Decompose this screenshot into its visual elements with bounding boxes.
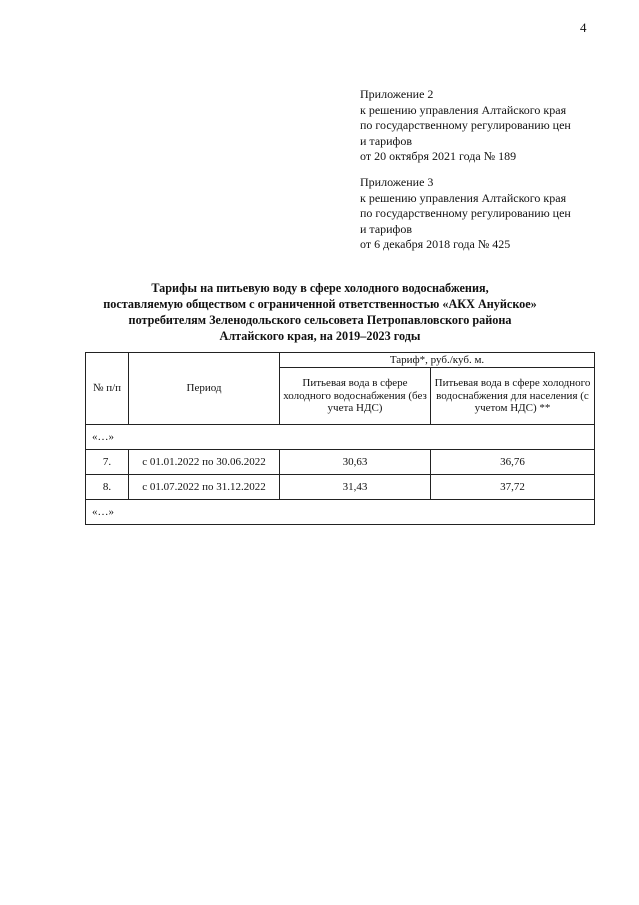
tariff-table <box>85 352 595 525</box>
appendix-3-header <box>360 175 571 253</box>
appendix-3-line: от 6 декабря 2018 года № 425 <box>360 237 511 251</box>
title-line: потребителям Зеленодольского сельсовета Петропавловского района <box>128 313 512 327</box>
table-row <box>86 475 595 500</box>
appendix-2-line: от 20 октября 2021 года № 189 <box>360 149 517 163</box>
title-line: поставляемую обществом с ограниченной ответственностью «АКХ Ануйское» <box>103 297 537 311</box>
ellipsis-top: «…» <box>86 425 595 450</box>
appendix-3-line: Приложение 3 <box>360 175 434 189</box>
row-period: с 01.01.2022 по 30.06.2022 <box>129 450 280 475</box>
row-number: 8. <box>86 475 129 500</box>
appendix-2-line: Приложение 2 <box>360 87 434 101</box>
page-number: 4 <box>580 20 587 35</box>
table-row <box>86 450 595 475</box>
document-title <box>60 280 580 344</box>
appendix-2-line: и тарифов <box>360 133 413 148</box>
appendix-2-line: к решению управления Алтайского края <box>360 102 567 117</box>
title-line: Тарифы на питьевую воду в сфере холодного водоснабжения, <box>151 281 489 295</box>
appendix-2-header <box>360 87 571 165</box>
appendix-3-line: к решению управления Алтайского края <box>360 190 567 205</box>
appendix-3-line: по государственному регулированию цен <box>360 206 571 220</box>
appendix-3-line: и тарифов <box>360 221 413 236</box>
header-tariff: Тариф*, руб./куб. м. <box>280 353 595 368</box>
header-number: № п/п <box>86 353 129 425</box>
row-tariff-without-vat: 30,63 <box>280 450 431 475</box>
row-tariff-with-vat: 36,76 <box>431 450 595 475</box>
appendix-2-line: по государственному регулированию цен <box>360 118 571 132</box>
table-header-row <box>86 353 595 368</box>
header-with-vat: Питьевая вода в сфере холодного водоснабжения для населения (с учетом НДС) ** <box>431 368 595 425</box>
ellipsis-row-bottom <box>86 500 595 525</box>
header-without-vat: Питьевая вода в сфере холодного водоснабжения (без учета НДС) <box>280 368 431 425</box>
row-tariff-with-vat: 37,72 <box>431 475 595 500</box>
ellipsis-bottom: «…» <box>86 500 595 525</box>
title-line: Алтайского края, на 2019–2023 годы <box>219 329 421 343</box>
row-period: с 01.07.2022 по 31.12.2022 <box>129 475 280 500</box>
header-period: Период <box>129 353 280 425</box>
row-number: 7. <box>86 450 129 475</box>
ellipsis-row-top <box>86 425 595 450</box>
row-tariff-without-vat: 31,43 <box>280 475 431 500</box>
